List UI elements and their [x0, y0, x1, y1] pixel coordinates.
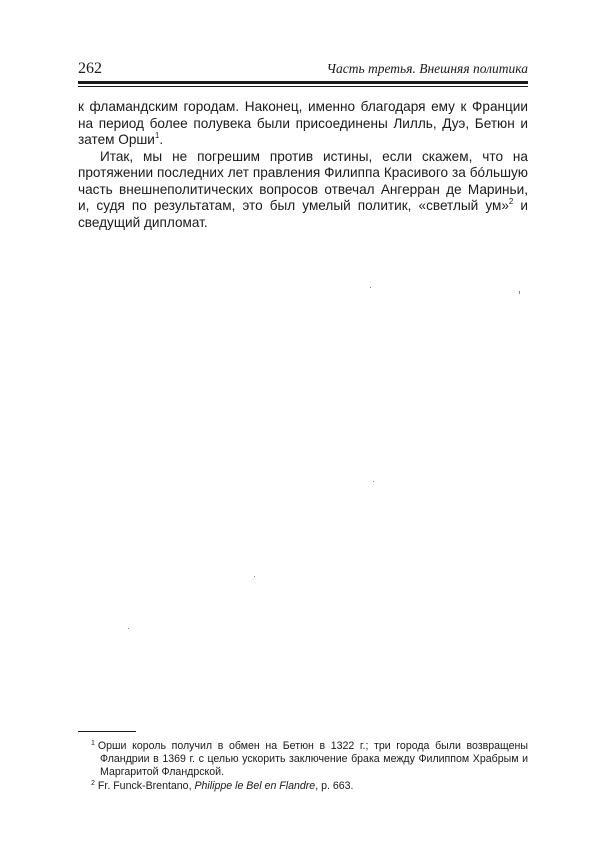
paragraph-2 [78, 149, 528, 232]
footnote-separator [78, 731, 136, 732]
footnote-ref-2: 2 [508, 197, 514, 206]
scan-speck [519, 291, 520, 294]
scan-speck [254, 576, 255, 577]
scan-speck [128, 628, 129, 629]
paragraph-1-text: к фламандским городам. Наконец, именно благодаря ему к Франции на период более полувека были присоединены Лилль, Дуэ, Бетюн и затем Орши [78, 99, 528, 147]
paragraph-2-text: Итак, мы не погрешим против истины, если скажем, что на протяжении последних лет правления Филиппа Красивого за бóльшую часть внешнеполитических вопросов отвечал Ангерран де Мариньи, и, судя по результатам, это был умелый политик, «светлый ум» [78, 148, 528, 213]
footnote-1-text: Орши король получил в обмен на Бетюн в 1322 г.; три города были возвращены Фландрии в 1369 г. с целью ускорить заключение брака между Филиппом Храбрым и Маргаритой Фландрской. [97, 740, 528, 778]
footnote-1-mark: 1 [91, 740, 95, 747]
header-rule-thick [78, 81, 528, 84]
running-head: Часть третья. Внешняя политика [326, 61, 528, 76]
footnote-1 [78, 740, 528, 779]
footnotes [78, 740, 528, 794]
footnote-ref-1: 1 [154, 131, 160, 140]
footnote-2-title: Philippe le Bel en Flandre [194, 780, 316, 792]
paragraph-1 [78, 99, 528, 149]
page-number: 262 [78, 60, 102, 77]
footnote-2-mark: 2 [91, 780, 95, 787]
paragraph-2-text-end: и сведущий дипломат. [78, 198, 528, 230]
page-header [78, 60, 528, 80]
paragraph-1-end: . [159, 132, 164, 147]
footnote-2-page: , p. 663. [315, 780, 354, 792]
scan-speck [373, 481, 374, 482]
header-rule-thin [78, 86, 528, 87]
body-text [78, 99, 528, 231]
footnote-2-author: Fr. Funck-Brentano, [97, 780, 195, 792]
scan-speck [370, 287, 371, 288]
footnote-2 [78, 780, 528, 793]
